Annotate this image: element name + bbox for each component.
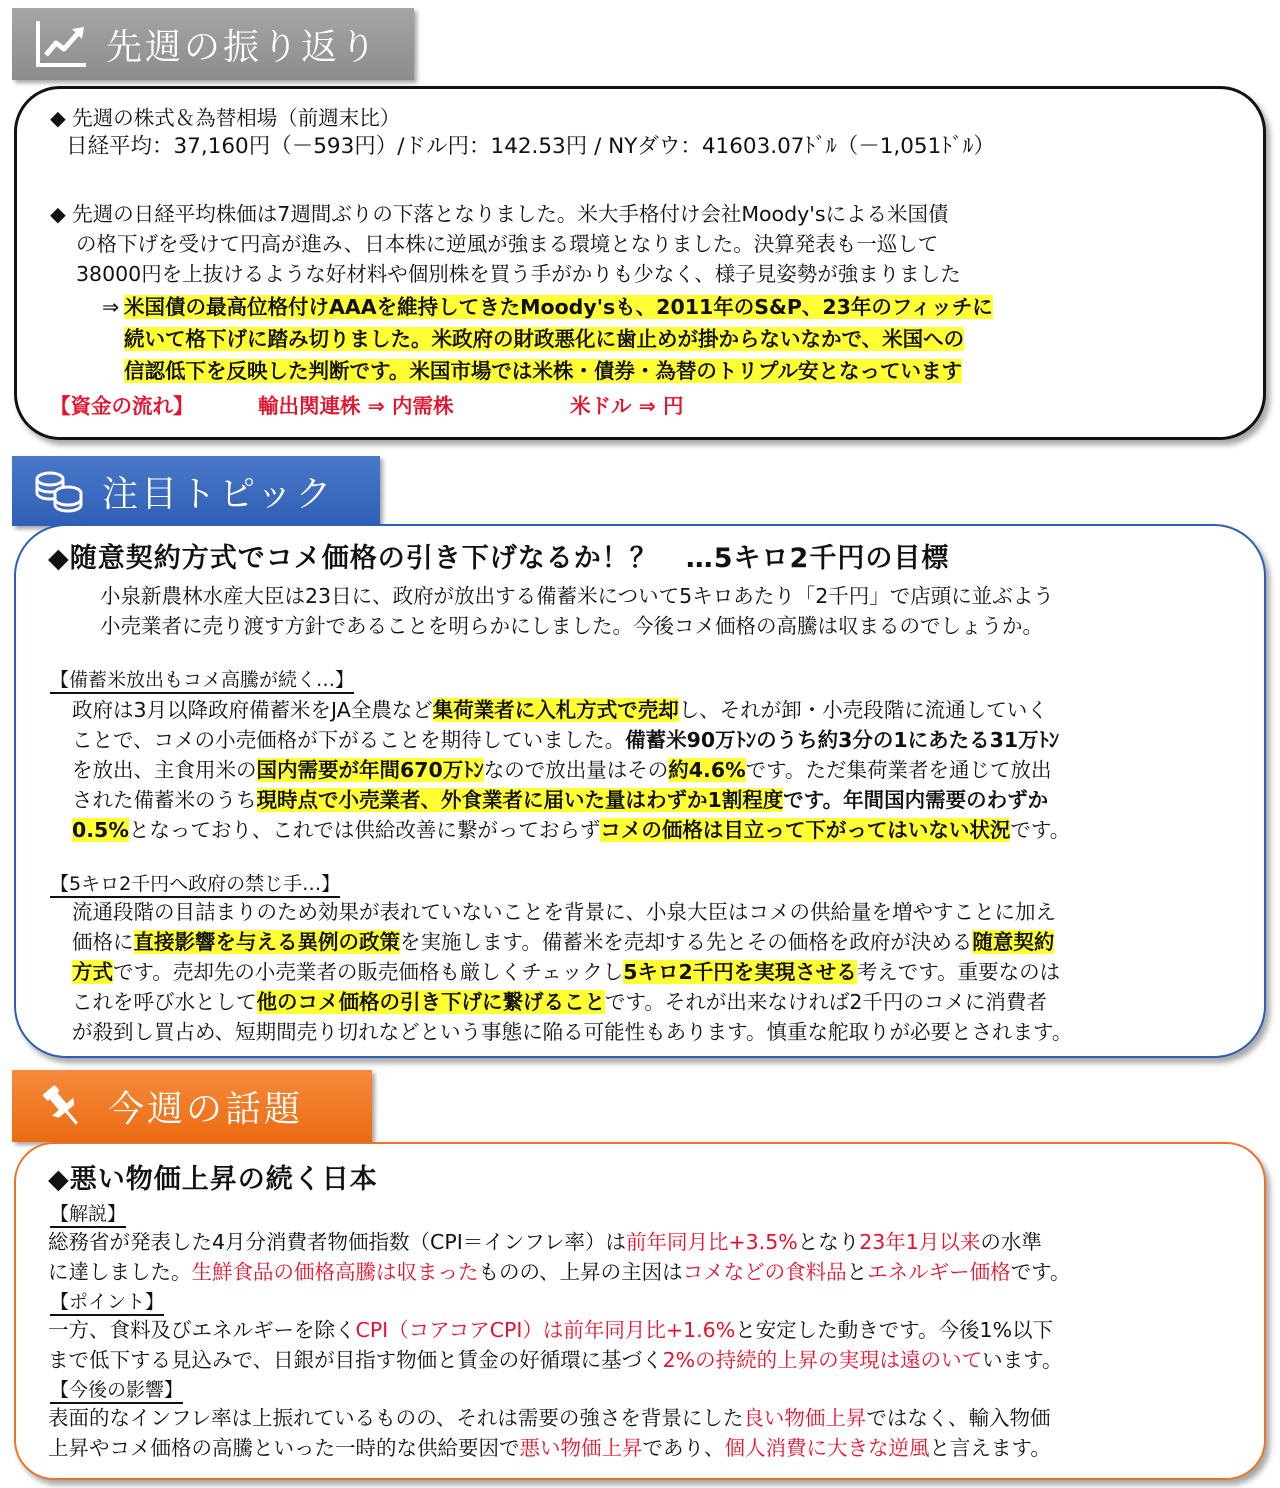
section-title: 注目トピック [102, 473, 335, 515]
pushpin-icon [34, 1081, 90, 1131]
arrow-mark: ⇒ [102, 295, 120, 319]
coins-icon [34, 469, 84, 513]
section-tab-review [12, 8, 414, 80]
fund-flow-fx: 米ドル ⇒ 円 [570, 394, 684, 418]
fund-flow-label: 【資金の流れ】 [50, 394, 194, 418]
topic-p2-line1: 流通段階の目詰まりのため効果が表れていないことを背景に、小泉大臣はコメの供給量を増やすことに加え [72, 900, 1056, 924]
topic-p2-line3: 方式です。売却先の小売業者の販売価格も厳しくチェックし5キロ2千円を実現させる考えです。重要なのは [72, 960, 1061, 984]
weekly-subheading: 【今後の影響】 [50, 1379, 183, 1404]
section-title: 先週の振り返り [106, 26, 380, 68]
weekly-p1-line1: 総務省が発表した4月分消費者物価指数（CPI＝インフレ率）は前年同月比+3.5%となり23年1月以来の水準 [48, 1230, 1042, 1254]
topic-p1-line3: を放出、主食用米の国内需要が年間670万ﾄﾝなので放出量はその約4.6%です。ただ集荷業者を通じて放出 [72, 758, 1052, 782]
weekly-p1-line2: に達しました。生鮮食品の価格高騰は収まったものの、上昇の主因はコメなどの食料品とエネルギー価格です。 [48, 1260, 1071, 1284]
fund-flow-stocks: 輸出関連株 ⇒ 内需株 [258, 394, 454, 418]
weekly-subheading: 【解説】 [50, 1203, 126, 1228]
highlight-line: 続いて格下げに踏み切りました。米政府の財政悪化に歯止めが掛からないなかで、米国への [124, 327, 965, 351]
chart-trend-icon [34, 19, 88, 69]
topic-subheading: 【5キロ2千円へ政府の禁じ手…】 [50, 873, 340, 898]
weekly-subheading: 【ポイント】 [50, 1291, 164, 1316]
topic-headline: ◆随意契約方式でコメ価格の引き下げなるか！？ …5キロ2千円の目標 [48, 543, 950, 574]
topic-intro-line: 小泉新農林水産大臣は23日に、政府が放出する備蓄米について5キロあたり「2千円」で店頭に並ぶよう [100, 584, 1054, 608]
topic-p2-line2: 価格に直接影響を与える異例の政策を実施します。備蓄米を売却する先とその価格を政府が決める随意契約 [72, 930, 1055, 954]
topic-p2-line5: が殺到し買占め、短期間売り切れなどという事態に陥る可能性もあります。慎重な舵取りが必要とされます。 [72, 1020, 1073, 1044]
topic-p1-line2: ことで、コメの小売価格が下がることを期待していました。備蓄米90万ﾄﾝのうち約3分の1にあたる31万ﾄﾝ [72, 728, 1060, 752]
highlight-line: 米国債の最高位格付けAAAを維持してきたMoody'sも、2011年のS&P、23年のフィッチに [124, 295, 993, 319]
topic-p2-line4: これを呼び水として他のコメ価格の引き下げに繋げることです。それが出来なければ2千円のコメに消費者 [72, 990, 1047, 1014]
review-para-line: の格下げを受けて円高が進み、日本株に逆風が強まる環境となりました。決算発表も一巡して [76, 232, 939, 256]
review-para-line: 38000円を上抜けるような好材料や個別株を買う手がかりも少なく、様子見姿勢が強まりました [76, 262, 961, 286]
topic-subheading: 【備蓄米放出もコメ高騰が続く…】 [50, 669, 354, 694]
section-title: 今週の話題 [108, 1088, 304, 1130]
topic-p1-line1: 政府は3月以降政府備蓄米をJA全農など集荷業者に入札方式で売却し、それが卸・小売段階に流通していく [72, 698, 1048, 722]
topic-p1-line4: された備蓄米のうち現時点で小売業者、外食業者に届いた量はわずか1割程度です。年間国内需要のわずか [72, 788, 1049, 812]
highlight-line: 信認低下を反映した判断です。米国市場では米株・債券・為替のトリプル安となっています [124, 359, 963, 383]
section-tab-topic [12, 456, 380, 526]
review-para-line: ◆ 先週の日経平均株価は7週間ぶりの下落となりました。米大手格付け会社Moody'sによる米国債 [50, 202, 949, 226]
market-heading: ◆ 先週の株式＆為替相場（前週末比） [50, 106, 401, 130]
weekly-p3-line2: 上昇やコメ価格の高騰といった一時的な供給要因で悪い物価上昇であり、個人消費に大きな逆風と言えます。 [48, 1436, 1051, 1460]
weekly-headline: ◆悪い物価上昇の続く日本 [48, 1164, 378, 1195]
topic-p1-line5: 0.5%となっており、これでは供給改善に繋がっておらずコメの価格は目立って下がってはいない状況です。 [72, 818, 1071, 842]
weekly-p3-line1: 表面的なインフレ率は上振れているものの、それは需要の強さを背景にした良い物価上昇ではなく、輸入物価 [48, 1406, 1051, 1430]
topic-intro-line: 小売業者に売り渡す方針であることを明らかにしました。今後コメ価格の高騰は収まるのでしょうか。 [100, 614, 1043, 638]
weekly-p2-line1: 一方、食料及びエネルギーを除くCPI（コアコアCPI）は前年同月比+1.6%と安定した動きです。今後1%以下 [48, 1318, 1054, 1342]
market-line: 日経平均：37,160円（－593円）/ドル円：142.53円 / NYダウ：41603.07ﾄﾞﾙ（－1,051ﾄﾞﾙ） [66, 134, 996, 159]
section-tab-weekly [12, 1070, 372, 1142]
weekly-p2-line2: まで低下する見込みで、日銀が目指す物価と賃金の好循環に基づく2%の持続的上昇の実現は遠のいています。 [48, 1348, 1063, 1372]
